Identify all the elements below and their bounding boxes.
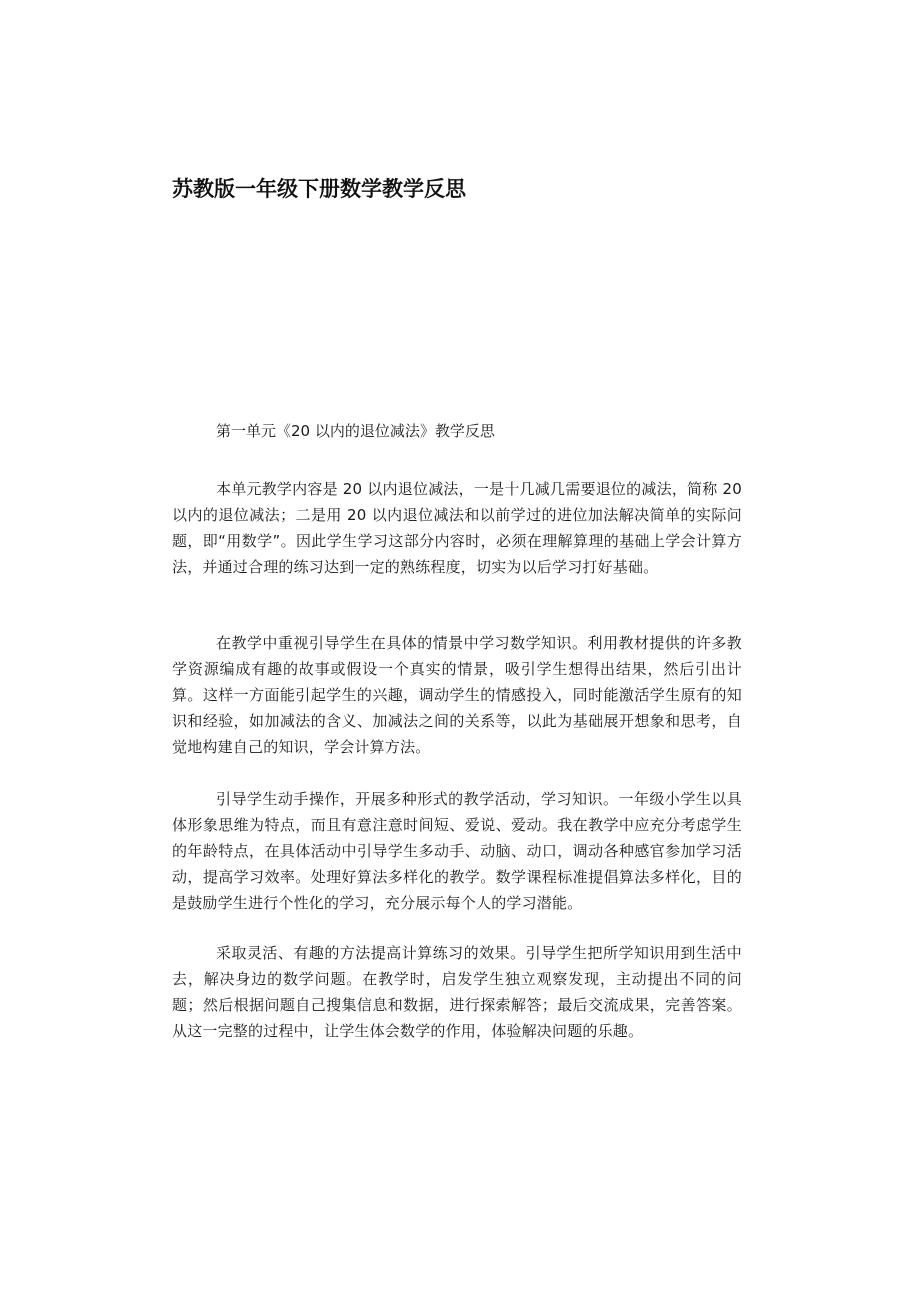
paragraph-situational-learning: 在教学中重视引导学生在具体的情景中学习数学知识。利用教材提供的许多教学资源编成有趣的故事或假设一个真实的情景，吸引学生想得出结果，然后引出计算。这样一方面能引起学生的兴趣，调动学生的情感投入，同时能激活学生原有的知识和经验，如加减法的含义、加减法之间的关系等，以此为基础展开想象和思考，自觉地构建自己的知识，学会计算方法。 [172, 634, 742, 756]
section-heading: 第一单元《20 以内的退位减法》教学反思 [216, 422, 495, 440]
paragraph-intro: 本单元教学内容是 20 以内退位减法，一是十几减几需要退位的减法，简称 20 以内的退位减法；二是用 20 以内退位减法和以前学过的进位加法解决简单的实际问题，即“用数学”。因此学生学习这部分内容时，必须在理解算理的基础上学会计算方法，并通过合理的练习达到一定的熟练程度，切实为以后学习打好基础。 [172, 480, 742, 576]
paragraph-hands-on-activities: 引导学生动手操作，开展多种形式的教学活动，学习知识。一年级小学生以具体形象思维为特点，而且有意注意时间短、爱说、爱动。我在教学中应充分考虑学生的年龄特点，在具体活动中引导学生多动手、动脑、动口，调动各种感官参加学习活动，提高学习效率。处理好算法多样化的教学。数学课程标准提倡算法多样化，目的是鼓励学生进行个性化的学习，充分展示每个人的学习潜能。 [172, 790, 742, 912]
document-title: 苏教版一年级下册数学教学反思 [172, 177, 466, 201]
paragraph-practice-methods: 采取灵活、有趣的方法提高计算练习的效果。引导学生把所学知识用到生活中去，解决身边的数学问题。在教学时，启发学生独立观察发现，主动提出不同的问题；然后根据问题自己搜集信息和数据，进行探索解答；最后交流成果，完善答案。从这一完整的过程中，让学生体会数学的作用，体验解决问题的乐趣。 [172, 944, 742, 1040]
